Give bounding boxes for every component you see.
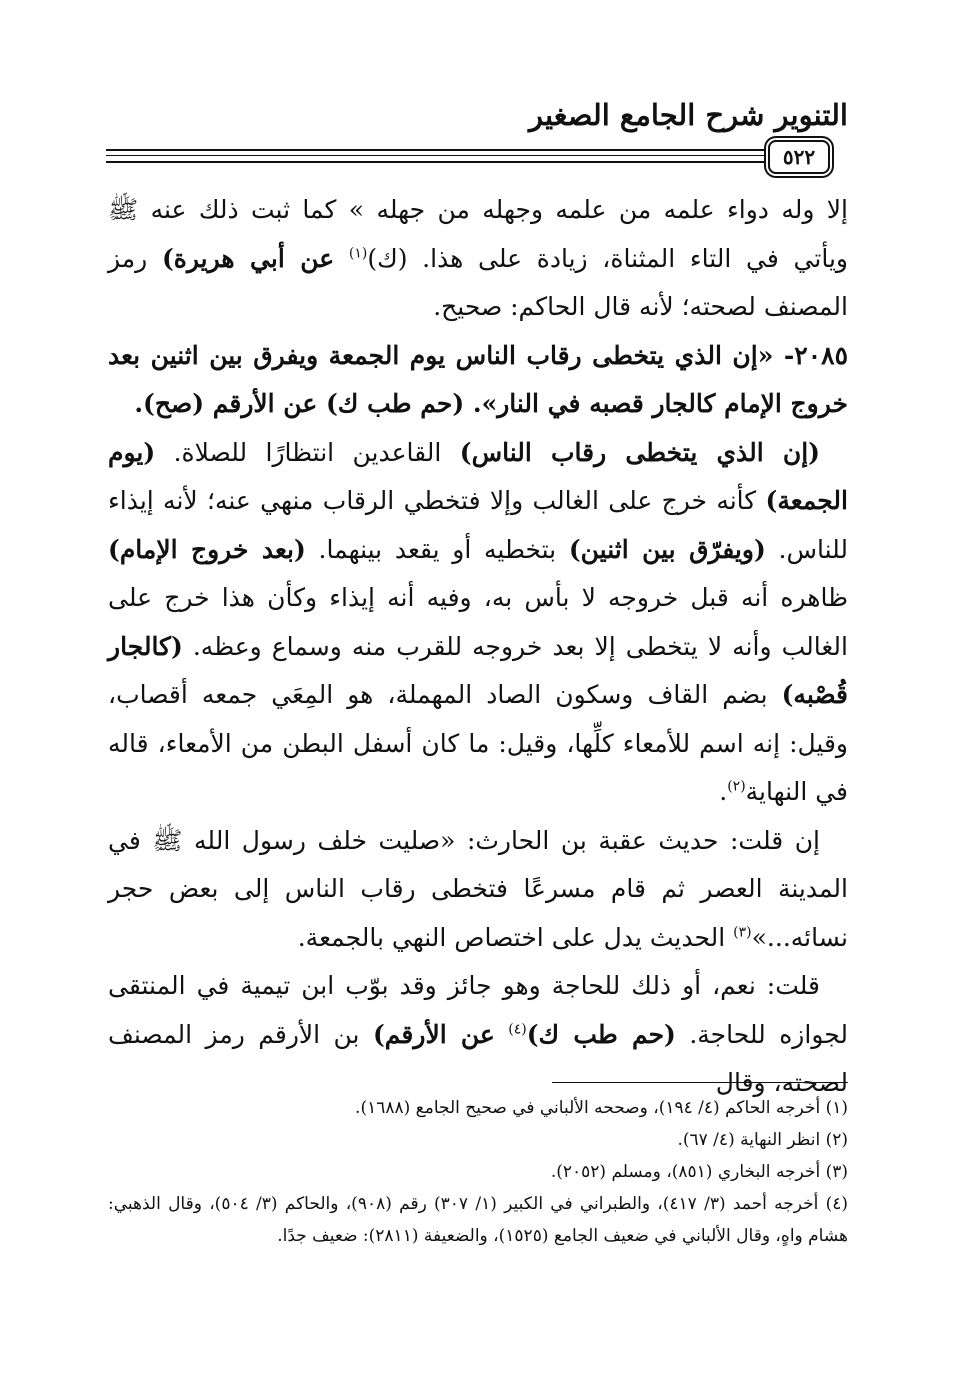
text-run-bold: (بعد خروج الإمام) xyxy=(108,534,306,564)
paragraph xyxy=(108,817,848,963)
footnote: (٤) أخرجه أحمد (٣/ ٤١٧)، والطبراني في الكبير (١/ ٣٠٧) رقم (٩٠٨)، والحاكم (٣/ ٥٠٤)، وقال الذهبي: هشام واهٍ، وقال الألباني في ضعيف الجامع (١٥٢٥)، والضعيفة (٢٨١١): ضعيف جدًا. xyxy=(108,1194,849,1246)
paragraph xyxy=(108,186,848,332)
header-rule-line xyxy=(106,149,764,151)
footnote-separator xyxy=(552,1082,848,1083)
header-rule-line xyxy=(106,155,764,156)
header-rule-line xyxy=(106,161,764,163)
footnote-ref: (١) xyxy=(348,245,368,262)
text-run: إلا وله دواء علمه من علمه وجهله من جهله » كما ثبت ذلك عنه ﷺ ويأتي في التاء المثناة، زيادة على هذا. (ك) xyxy=(108,195,848,273)
running-header-title: التنوير شرح الجامع الصغير xyxy=(529,98,848,132)
footnote-ref: (٢) xyxy=(727,778,746,795)
footnote-ref: (٤) xyxy=(508,1021,527,1038)
footnotes xyxy=(108,1092,848,1252)
text-run: بضم القاف وسكون الصاد المهملة، هو المِعَي جمعه أقصاب، وقيل: إنه اسم للأمعاء كلِّها، وقيل: ما كان أسفل البطن من الأمعاء، قاله في النهاية xyxy=(108,680,848,806)
text-run-bold: عن أبي هريرة) xyxy=(161,243,335,273)
main-text xyxy=(108,186,848,1108)
text-run: ظاهره أنه قبل خروجه لا بأس به، وفيه أنه إيذاء وكأن هذا خرج على الغالب وأنه لا يتخطى إلا بعد خروجه للقرب منه وسماع وعظه. xyxy=(108,583,848,661)
text-run-bold: (حم طب ك) xyxy=(526,1019,676,1049)
footnote: (١) أخرجه الحاكم (٤/ ١٩٤)، وصححه الألباني في صحيح الجامع (١٦٨٨). xyxy=(355,1098,848,1118)
text-run-bold: (يوم الجمعة) xyxy=(108,437,848,515)
footnote-ref: (٣) xyxy=(733,924,752,941)
text-run: رمز المصنف لصحته؛ لأنه قال الحاكم: صحيح. xyxy=(108,243,848,321)
text-run: بن الأرقم رمز المصنف لصحته، وقال xyxy=(108,1019,848,1097)
hadith-text: ٢٠٨٥- «إن الذي يتخطى رقاب الناس يوم الجمعة ويفرق بين اثنين بعد خروج الإمام كالجار قصبه في النار». (حم طب ك) عن الأرقم (صح). xyxy=(108,340,848,418)
text-run-bold: عن الأرقم) xyxy=(372,1019,495,1049)
text-run: القاعدين انتظارًا للصلاة. xyxy=(173,437,442,467)
page-number: ٥٢٢ xyxy=(768,140,830,174)
text-run: إن قلت: حديث عقبة بن الحارث: «صليت خلف رسول الله ﷺ في المدينة العصر ثم قام مسرعًا فتخطى رقاب الناس إلى بعض حجر نسائه...» xyxy=(108,825,848,952)
header-rule xyxy=(106,140,848,174)
paragraph: (إن الذي يتخطى رقاب الناس) القاعدين انتظارًا للصلاة. (يوم الجمعة) كأنه خرج على الغالب وإلا فتخطي الرقاب منهي عنه؛ لأنه إيذاء للناس. (ويفرّق بين اثنين) بتخطيه أو يقعد بينهما. (بعد خروج الإمام) ظاهره أنه قبل خروجه لا بأس به، وفيه أنه إيذاء وكأن هذا خرج على الغالب وأنه لا يتخطى إلا بعد خروجه للقرب منه وسماع وعظه. (كالجار قُصْبه) بضم القاف وسكون الصاد المهملة، هو المِعَي جمعه أقصاب، وقيل: إنه اسم للأمعاء كلِّها، وقيل: ما كان أسفل البطن من الأمعاء، قاله في النهاية$^{(٢)}$. xyxy=(108,437,849,806)
footnote: (٢) انظر النهاية (٤/ ٦٧). xyxy=(677,1130,848,1150)
text-run: كأنه خرج على الغالب وإلا فتخطي الرقاب منهي عنه؛ لأنه إيذاء للناس. xyxy=(108,486,849,564)
text-run-bold: (إن الذي يتخطى رقاب الناس) xyxy=(459,437,821,467)
text-run: قلت: نعم، أو ذلك للحاجة وهو جائز وقد بوّب ابن تيمية في المنتقى لجوازه للحاجة. xyxy=(108,971,848,1049)
text-run-bold: (كالجار قُصْبه) xyxy=(108,631,848,709)
footnote: (٣) أخرجه البخاري (٨٥١)، ومسلم (٢٠٥٢). xyxy=(550,1162,848,1182)
paragraph xyxy=(108,962,848,1108)
text-run-bold: (ويفرّق بين اثنين) xyxy=(568,534,766,564)
text-run: الحديث يدل على اختصاص النهي بالجمعة. xyxy=(297,922,726,952)
text-run: بتخطيه أو يقعد بينهما. xyxy=(318,534,557,564)
